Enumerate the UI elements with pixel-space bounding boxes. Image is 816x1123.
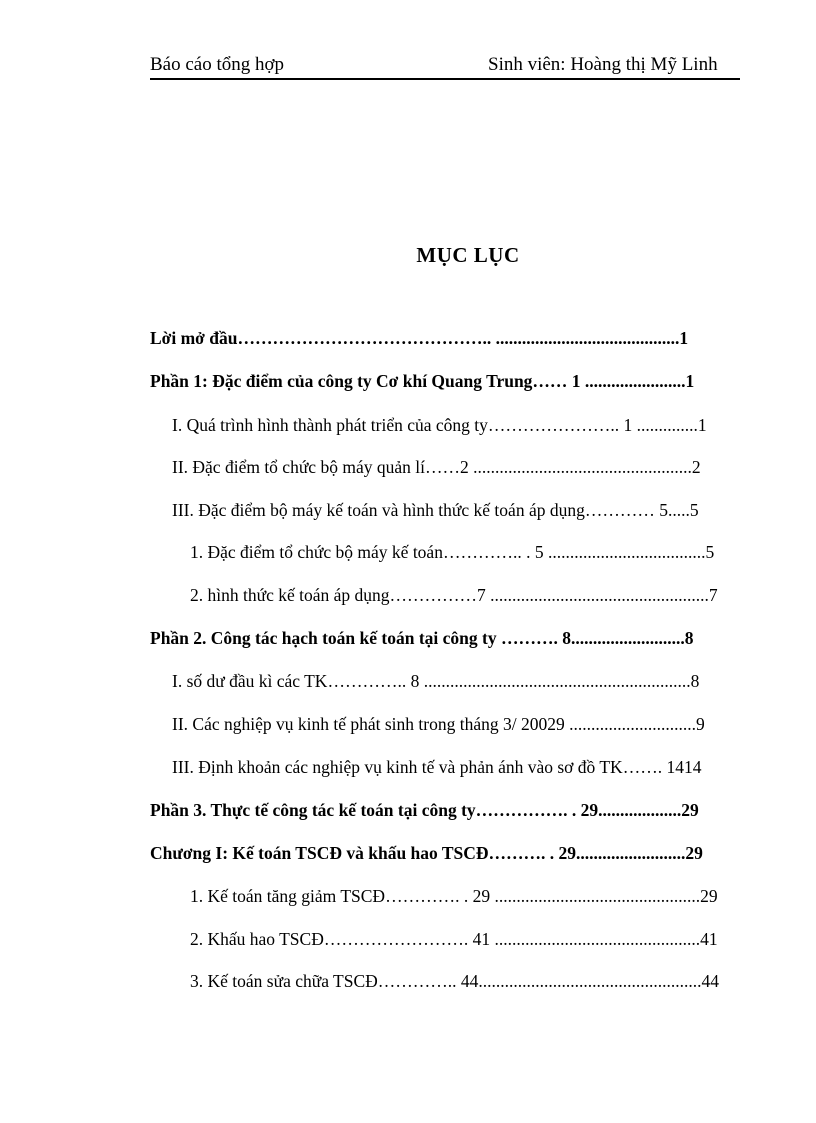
toc-entry-phan-2-muc-1[interactable]: I. số dư đầu kì các TK………….. 8 .............................................................8 (172, 671, 700, 691)
toc-entry-phan-1[interactable]: Phần 1: Đặc điểm của công ty Cơ khí Quang Trung…… 1 .......................1 (150, 371, 695, 391)
toc-entry-phan-1-muc-2[interactable]: II. Đặc điểm tổ chức bộ máy quản lí……2 ..................................................2 (172, 457, 701, 477)
toc-entry-phan-2[interactable]: Phần 2. Công tác hạch toán kế toán tại công ty ………. 8..........................8 (150, 628, 694, 648)
toc-entry-phan-1-muc-1[interactable]: I. Quá trình hình thành phát triển của công ty………………….. 1 ..............1 (172, 415, 707, 435)
header-report-title: Báo cáo tổng hợp (150, 54, 285, 75)
toc-entry-phan-2-muc-2[interactable]: II. Các nghiệp vụ kinh tế phát sinh trong tháng 3/ 20029 .............................9 (172, 714, 705, 734)
toc-entry-phan-1-muc-3-2[interactable]: 2. hình thức kế toán áp dụng……………7 ..................................................7 (190, 585, 718, 605)
toc-entry-chuong-1-muc-3[interactable]: 3. Kế toán sửa chữa TSCĐ………….. 44...................................................44 (190, 971, 720, 991)
toc-entry-phan-1-muc-3-1[interactable]: 1. Đặc điểm tổ chức bộ máy kế toán………….. . 5 ....................................5 (190, 542, 715, 562)
toc-entry-phan-2-muc-3[interactable]: III. Định khoản các nghiệp vụ kinh tế và phản ánh vào sơ đồ TK……. 1414 (172, 757, 702, 777)
toc-entry-phan-1-muc-3[interactable]: III. Đặc điểm bộ máy kế toán và hình thức kế toán áp dụng………… 5.....5 (172, 500, 699, 520)
header-student-name: Sinh viên: Hoàng thị Mỹ Linh (488, 54, 718, 75)
toc-entry-chuong-1[interactable]: Chương I: Kế toán TSCĐ và khấu hao TSCĐ………. . 29.........................29 (150, 843, 703, 863)
toc-entry-loi-mo-dau[interactable]: Lời mở đầu…………………………………….. ..........................................1 (150, 328, 689, 348)
toc-entry-phan-3[interactable]: Phần 3. Thực tế công tác kế toán tại công ty……………. . 29...................29 (150, 800, 699, 820)
toc-entry-chuong-1-muc-1[interactable]: 1. Kế toán tăng giảm TSCĐ…………. . 29 ...............................................29 (190, 886, 718, 906)
page-header (150, 52, 740, 80)
toc-entry-chuong-1-muc-2[interactable]: 2. Khấu hao TSCĐ……………………. 41 ...............................................41 (190, 929, 718, 949)
toc-title: MỤC LỤC (416, 243, 520, 267)
